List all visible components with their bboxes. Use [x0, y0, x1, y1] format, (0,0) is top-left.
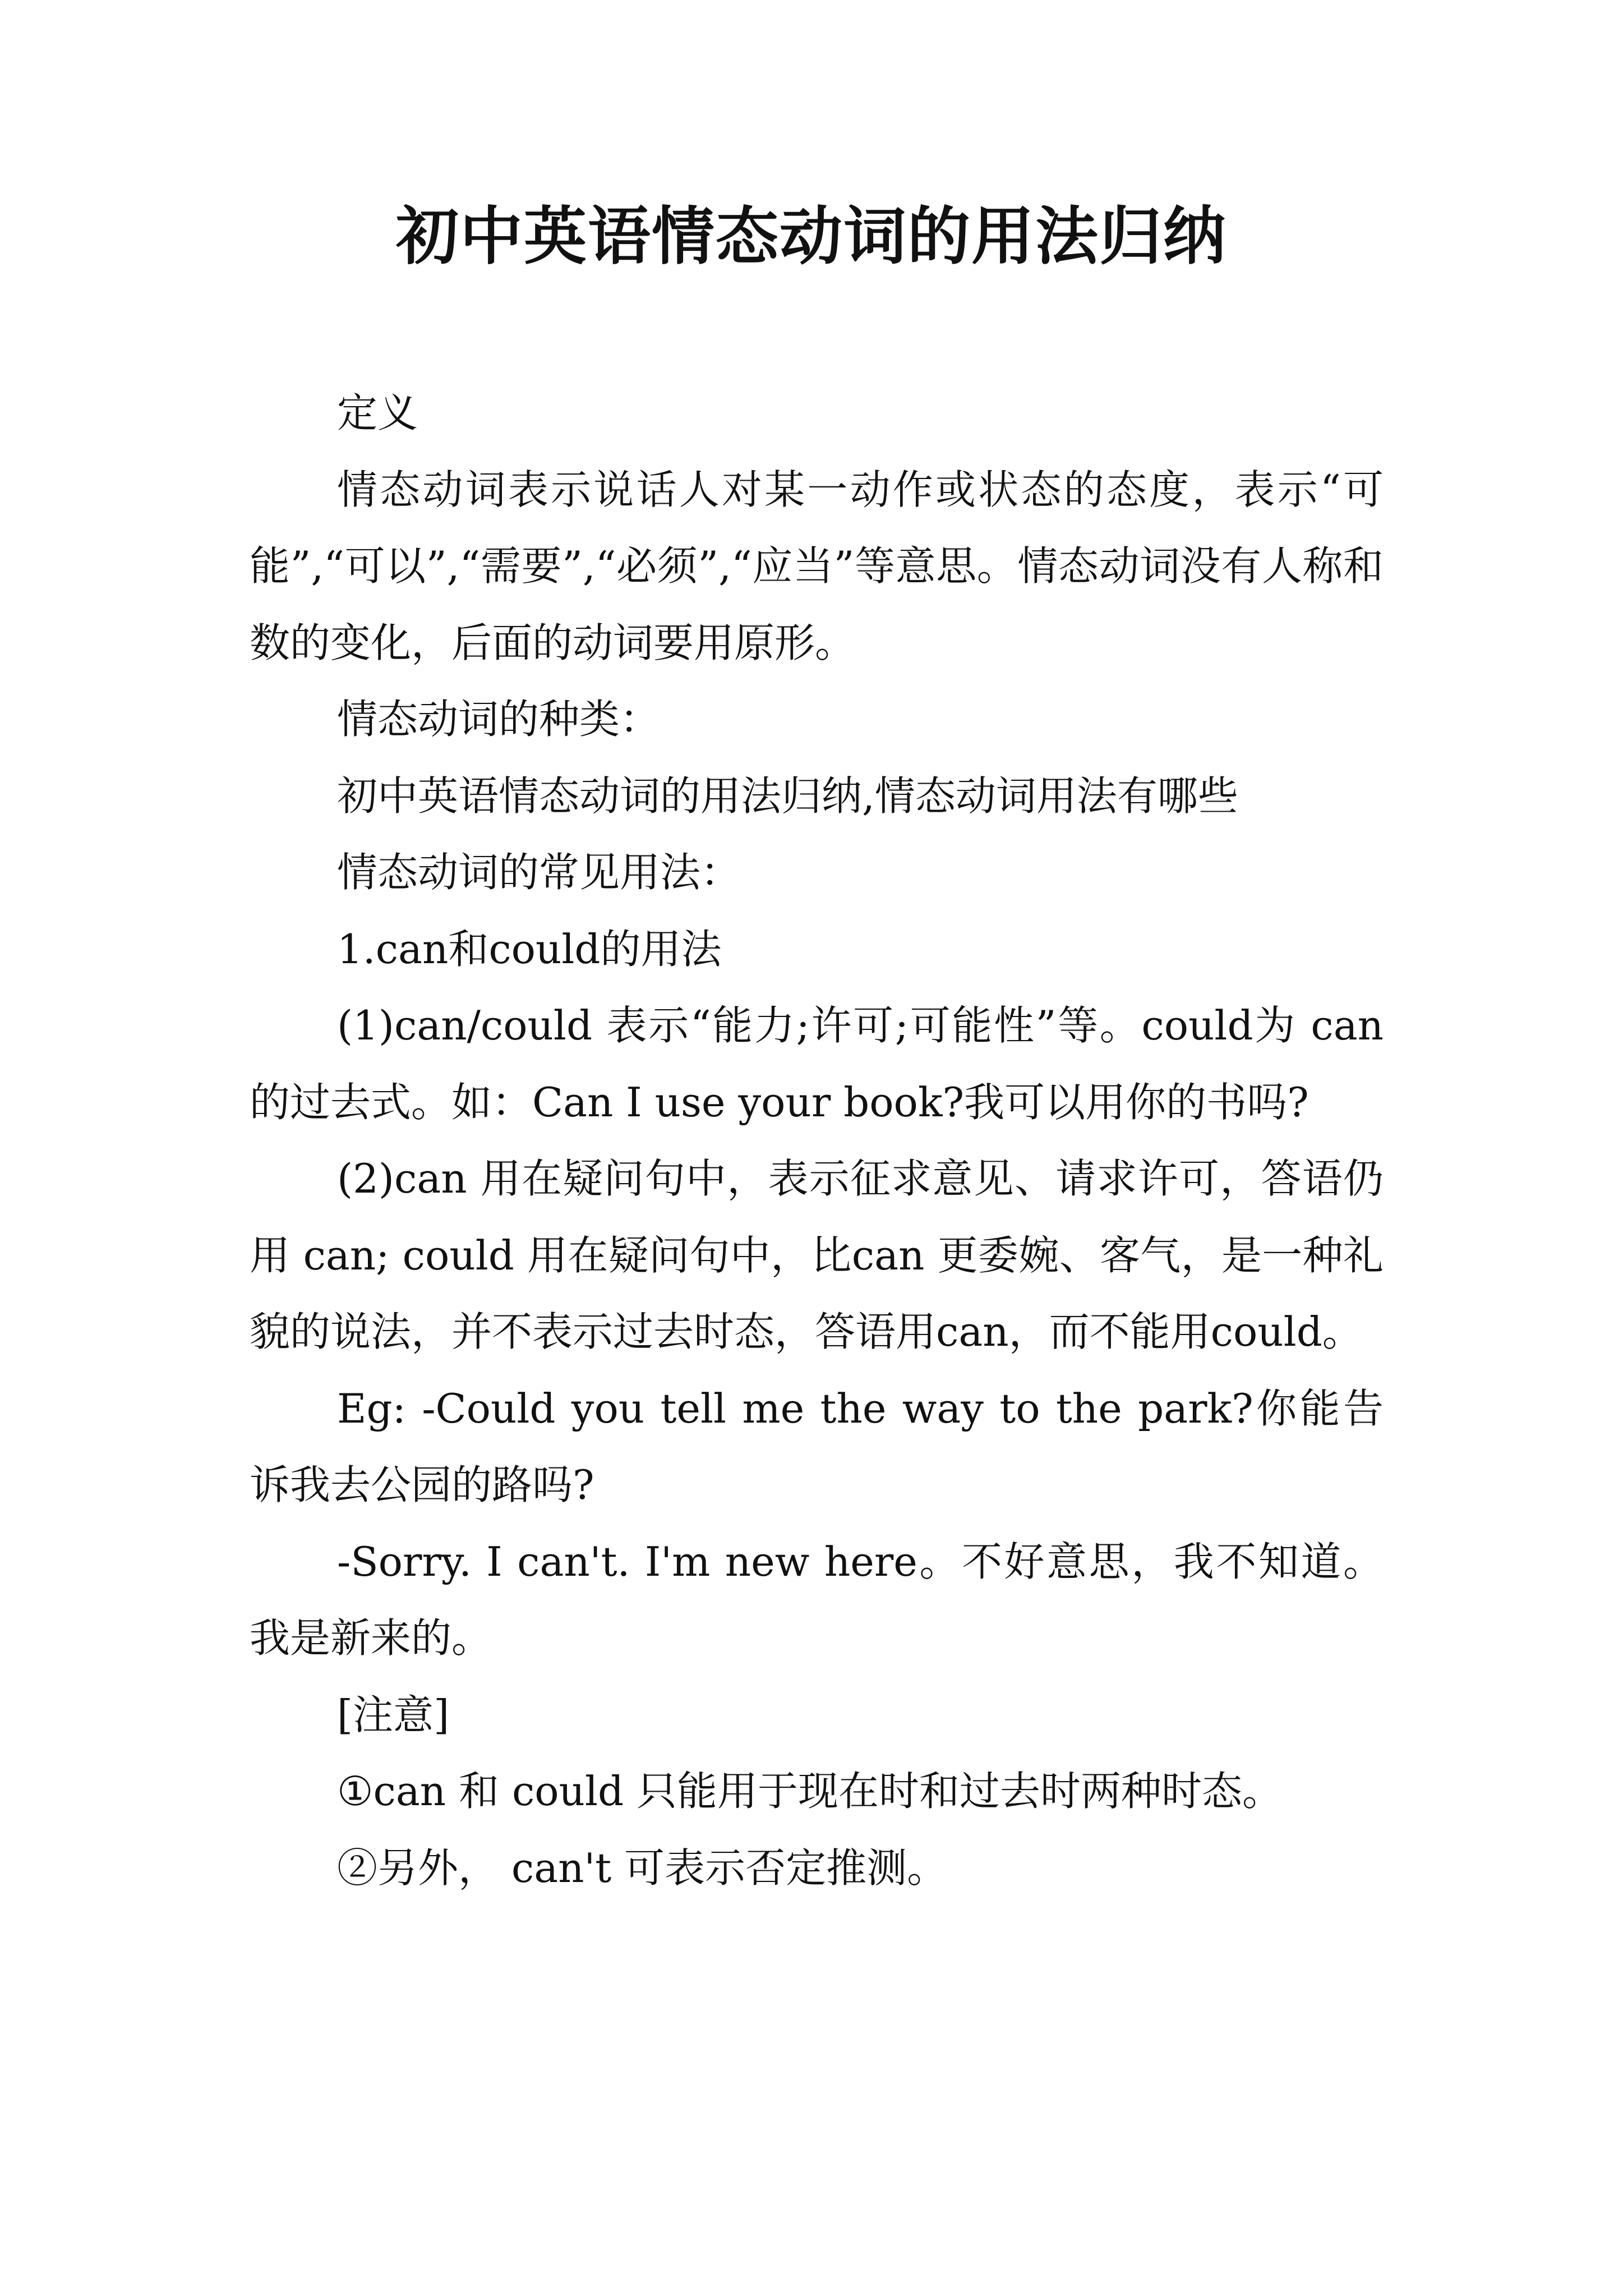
- paragraph-example-answer: -Sorry. I can't. I'm new here。不好意思，我不知道。我是新来的。: [250, 1538, 1384, 1662]
- document-title: 初中英语情态动词的用法归纳: [396, 200, 1227, 273]
- document-body: [250, 375, 1384, 1906]
- paragraph-example-question: Eg: -Could you tell me the way to the park?你能告诉我去公园的路吗?: [250, 1384, 1384, 1508]
- paragraph-definition-text: 情态动词表示说话人对某一动作或状态的态度，表示“可能”,“可以”,“需要”,“必须”,“应当”等意思。情态动词没有人称和数的变化，后面的动词要用原形。: [250, 466, 1384, 666]
- paragraph-point-2: (2)can 用在疑问句中，表示征求意见、请求许可，答语仍用 can; could 用在疑问句中，比can 更委婉、客气，是一种礼貌的说法，并不表示过去时态，答语用can，而不能用could。: [250, 1155, 1384, 1355]
- paragraph-note-2: ②另外， can't 可表示否定推测。: [337, 1844, 948, 1892]
- paragraph-note-1: ①can 和 could 只能用于现在时和过去时两种时态。: [337, 1768, 1283, 1815]
- paragraph-can-could-heading: 1.can和could的用法: [337, 925, 722, 973]
- paragraph-types-text: 初中英语情态动词的用法归纳,情态动词用法有哪些: [337, 772, 1238, 820]
- paragraph-point-1: (1)can/could 表示“能力;许可;可能性”等。could为 can 的过去式。如：Can I use your book?我可以用你的书吗?: [250, 1002, 1384, 1126]
- paragraph-types-heading: 情态动词的种类：: [337, 696, 661, 743]
- paragraph-note-heading: [注意]: [337, 1691, 450, 1738]
- paragraph-usage-heading: 情态动词的常见用法：: [337, 849, 741, 896]
- paragraph-definition-heading: 定义: [337, 389, 418, 436]
